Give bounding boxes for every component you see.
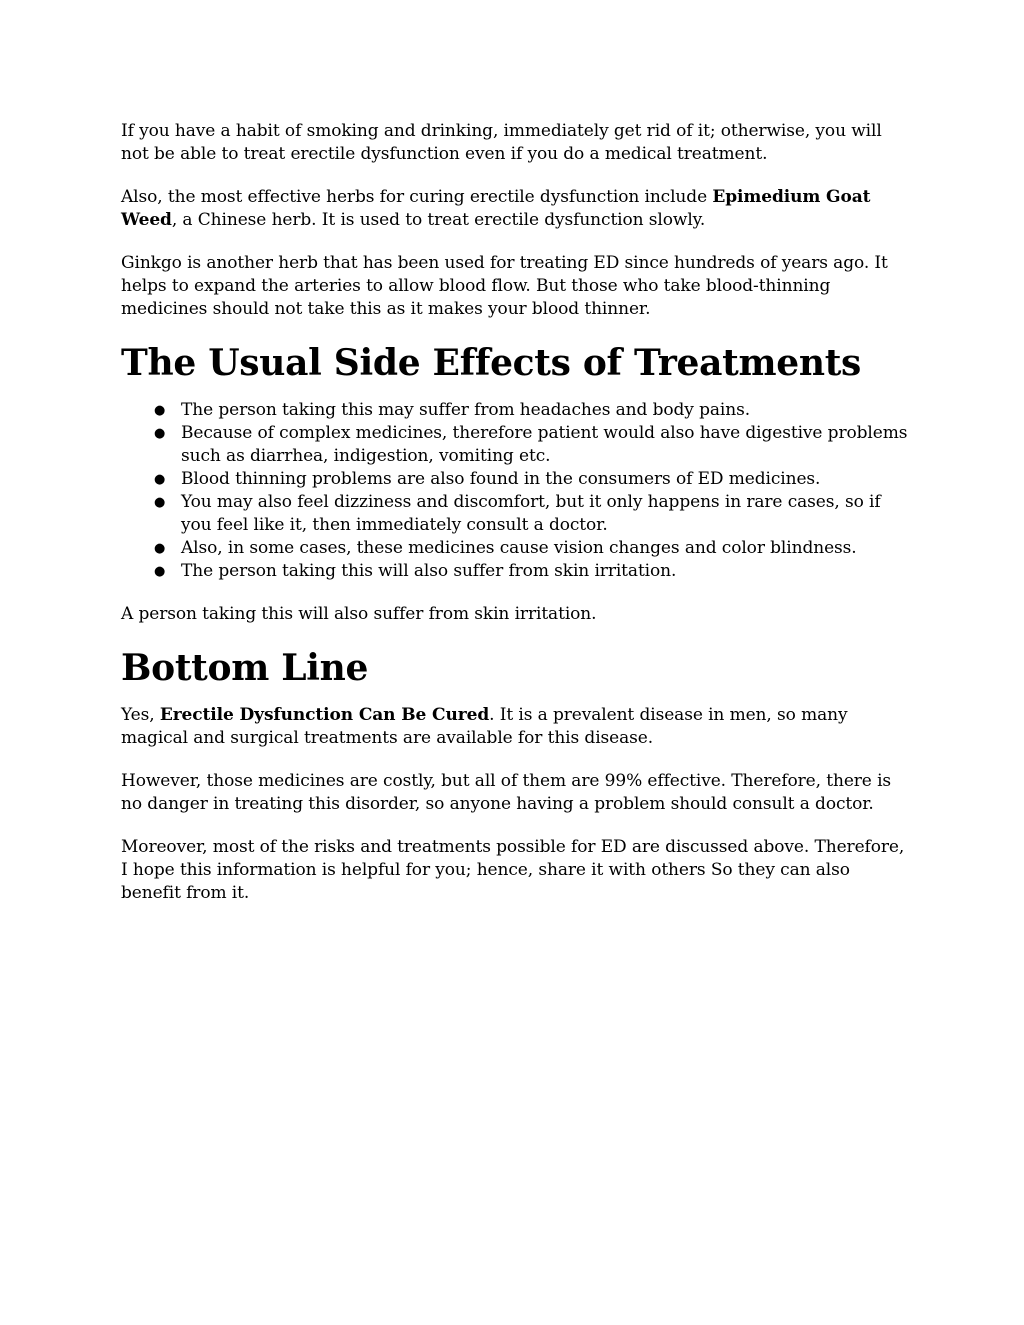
list-item-text: Also, in some cases, these medicines cause vision changes and color blindness. — [181, 538, 857, 558]
bottom-line-paragraph-cured — [121, 704, 911, 750]
bullet-icon: ● — [154, 495, 166, 510]
bullet-icon: ● — [154, 426, 166, 441]
list-item — [121, 422, 911, 468]
herbs-text-start: Also, the most effective herbs for curing erectile dysfunction include — [121, 187, 713, 207]
bottom-line-paragraph-closing: Moreover, most of the risks and treatments possible for ED are discussed above. Therefore, I hope this information is helpful for you; hence, share it with others So they can also benefit from it. — [121, 837, 905, 903]
bullet-icon: ● — [154, 541, 166, 556]
list-item-text: Because of complex medicines, therefore patient would also have digestive problems such as diarrhea, indigestion, vomiting etc. — [181, 423, 908, 466]
bottom-line-heading: Bottom Line — [121, 647, 369, 689]
list-item — [121, 399, 911, 422]
list-item-text: The person taking this will also suffer from skin irritation. — [181, 561, 677, 581]
intro-paragraph-herbs — [121, 186, 911, 232]
list-item — [121, 491, 911, 537]
bullet-icon: ● — [154, 472, 166, 487]
list-item-text: The person taking this may suffer from headaches and body pains. — [181, 400, 751, 420]
list-item — [121, 468, 911, 491]
list-item — [121, 537, 911, 560]
list-item-text: You may also feel dizziness and discomfort, but it only happens in rare cases, so if you feel like it, then immediately consult a doctor. — [181, 492, 881, 535]
cured-text-end: . It is a prevalent disease in men, so many magical and surgical treatments are available for this disease. — [121, 705, 848, 748]
bullet-icon: ● — [154, 403, 166, 418]
document-page — [121, 120, 911, 925]
list-item-text: Blood thinning problems are also found in the consumers of ED medicines. — [181, 469, 821, 489]
intro-paragraph-ginkgo: Ginkgo is another herb that has been used for treating ED since hundreds of years ago. It helps to expand the arteries to allow blood flow. But those who take blood-thinning medicines should not take this as it makes your blood thinner. — [121, 253, 888, 319]
herb-name-bold: Epimedium Goat Weed — [121, 187, 871, 230]
side-effects-summary: A person taking this will also suffer from skin irritation. — [121, 604, 597, 624]
bullet-icon: ● — [154, 564, 166, 579]
intro-paragraph-smoking: If you have a habit of smoking and drinking, immediately get rid of it; otherwise, you will not be able to treat erectile dysfunction even if you do a medical treatment. — [121, 121, 882, 164]
side-effects-list — [121, 399, 911, 583]
herbs-text-end: , a Chinese herb. It is used to treat erectile dysfunction slowly. — [171, 210, 706, 230]
cured-text-start: Yes, — [121, 705, 160, 725]
cured-bold-phrase: Erectile Dysfunction Can Be Cured — [159, 705, 490, 725]
list-item — [121, 560, 911, 583]
bottom-line-paragraph-cost: However, those medicines are costly, but all of them are 99% effective. Therefore, there is no danger in treating this disorder, so anyone having a problem should consult a doctor. — [121, 771, 892, 814]
side-effects-heading: The Usual Side Effects of Treatments — [121, 342, 862, 384]
